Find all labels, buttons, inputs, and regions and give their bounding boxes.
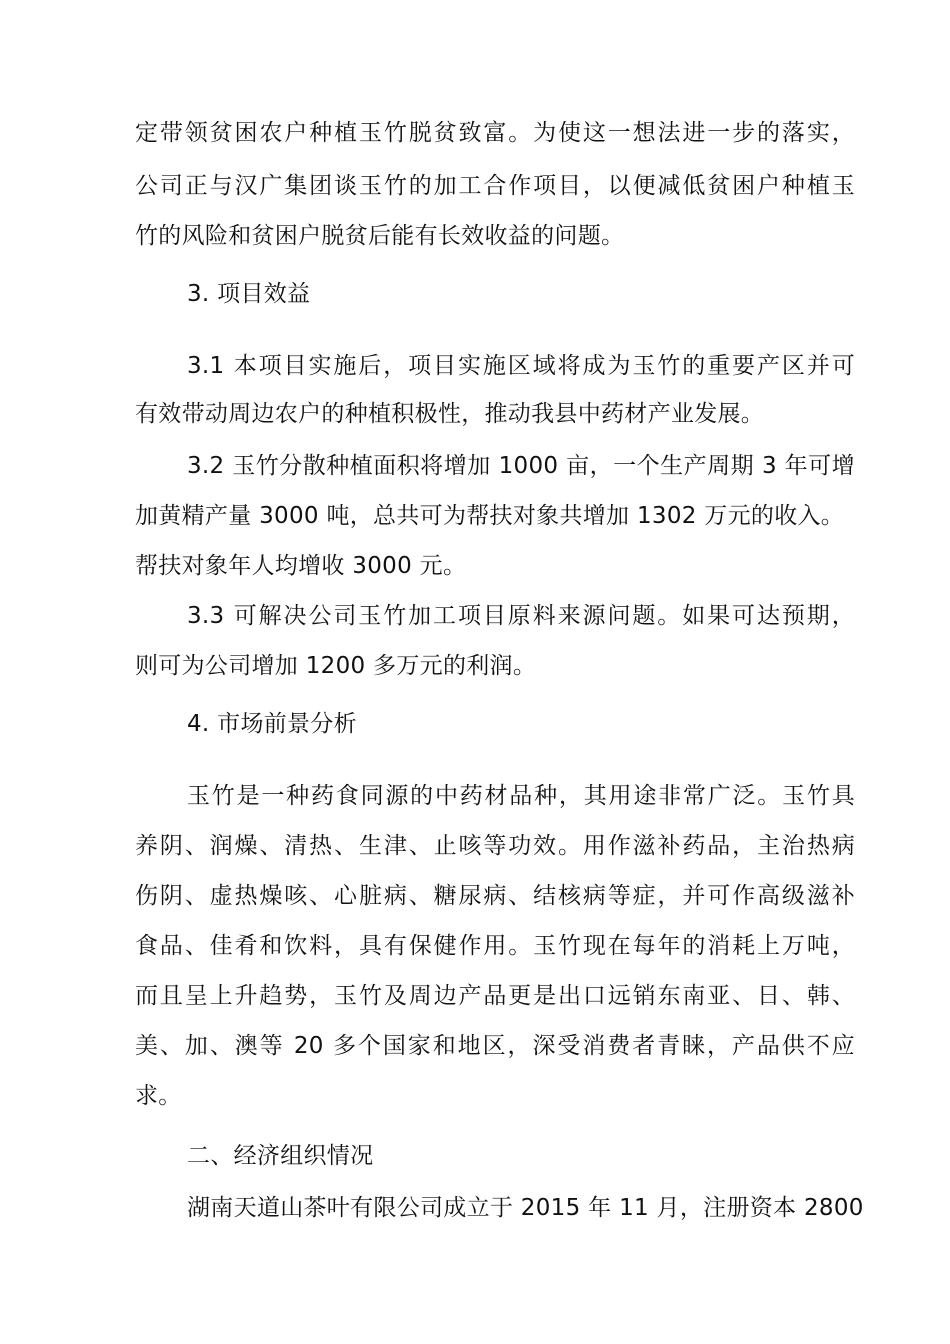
text-line: 3.2 玉竹分散种植面积将增加 1000 亩，一个生产周期 3 年可增 bbox=[187, 453, 855, 479]
text-line: 3.1 本项目实施后，项目实施区域将成为玉竹的重要产区并可 bbox=[187, 353, 855, 379]
text-line: 加黄精产量 3000 吨，总共可为帮扶对象共增加 1302 万元的收入。 bbox=[135, 503, 845, 529]
text-line: 则可为公司增加 1200 多万元的利润。 bbox=[135, 653, 537, 679]
text-line: 帮扶对象年人均增收 3000 元。 bbox=[135, 553, 467, 579]
text-line: 3.3 可解决公司玉竹加工项目原料来源问题。如果可达预期， bbox=[187, 603, 855, 629]
text-line: 竹的风险和贫困户脱贫后能有长效收益的问题。 bbox=[135, 223, 625, 249]
text-line: 伤阴、虚热燥咳、心脏病、糖尿病、结核病等症，并可作高级滋补 bbox=[135, 883, 855, 909]
text-line: 而且呈上升趋势，玉竹及周边产品更是出口远销东南亚、日、韩、 bbox=[135, 983, 855, 1009]
text-line: 公司正与汉广集团谈玉竹的加工合作项目，以便减低贫困户种植玉 bbox=[135, 173, 855, 199]
section-heading: 4. 市场前景分析 bbox=[187, 711, 357, 737]
text-line: 湖南天道山茶叶有限公司成立于 2015 年 11 月，注册资本 2800 bbox=[187, 1195, 864, 1221]
section-heading: 3. 项目效益 bbox=[187, 281, 311, 307]
text-line: 有效带动周边农户的种植积极性，推动我县中药材产业发展。 bbox=[135, 401, 765, 427]
text-line: 玉竹是一种药食同源的中药材品种，其用途非常广泛。玉竹具 bbox=[187, 783, 855, 809]
section-heading: 二、经济组织情况 bbox=[187, 1143, 374, 1169]
text-line: 求。 bbox=[135, 1083, 182, 1109]
text-line: 定带领贫困农户种植玉竹脱贫致富。为使这一想法进一步的落实， bbox=[135, 120, 855, 146]
text-line: 美、加、澳等 20 多个国家和地区，深受消费者青睐，产品供不应 bbox=[135, 1033, 855, 1059]
text-line: 食品、佳肴和饮料，具有保健作用。玉竹现在每年的消耗上万吨， bbox=[135, 933, 855, 959]
text-line: 养阴、润燥、清热、生津、止咳等功效。用作滋补药品，主治热病 bbox=[135, 833, 855, 859]
